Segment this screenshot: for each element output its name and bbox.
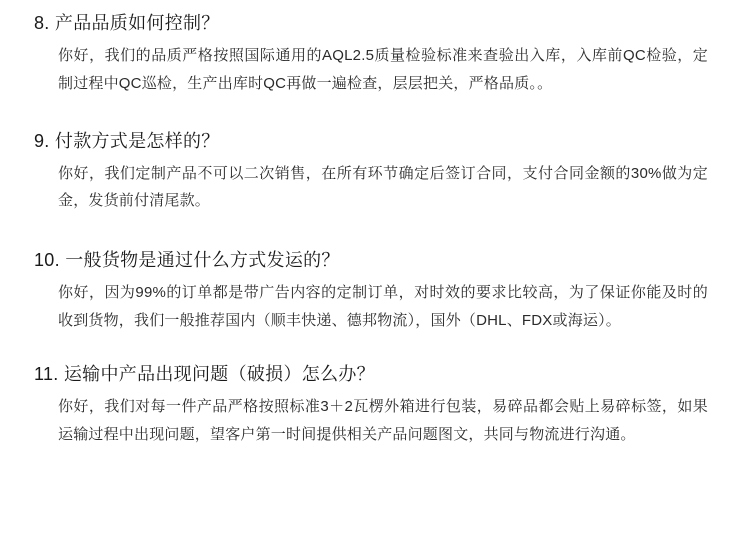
faq-answer: 你好，我们对每一件产品严格按照标准3＋2瓦楞外箱进行包装，易碎品都会贴上易碎标签，如果运输过程中出现问题，望客户第一时间提供相关产品问题图文，共同与物流进行沟通。 (58, 397, 708, 443)
faq-question: 8. 产品品质如何控制？ (34, 13, 220, 33)
faq-question: 9. 付款方式是怎样的？ (34, 130, 220, 151)
faq-answer: 你好，因为99%的订单都是带广告内容的定制订单，对时效的要求比较高，为了保证你能及时的收到货物，我们一般推荐国内（顺丰快递、德邦物流），国外（DHL、FDX或海运）。 (58, 284, 708, 330)
faq-item (34, 128, 722, 216)
faq-answer: 你好，我们定制产品不可以二次销售，在所有环节确定后签订合同，支付合同金额的30%做为定金，发货前付清尾款。 (58, 164, 708, 210)
faq-item (34, 361, 722, 449)
faq-question: 11. 运输中产品出现问题（破损）怎么办？ (34, 363, 375, 384)
faq-item (34, 10, 722, 98)
faq-question: 10. 一般货物是通过什么方式发运的？ (34, 250, 340, 271)
faq-answer: 你好，我们的品质严格按照国际通用的AQL2.5质量检验标准来查验出入库，入库前QC检验，定制过程中QC巡检，生产出库时QC再做一遍检查，层层把关，严格品质。。 (58, 47, 708, 92)
faq-item (34, 247, 722, 335)
